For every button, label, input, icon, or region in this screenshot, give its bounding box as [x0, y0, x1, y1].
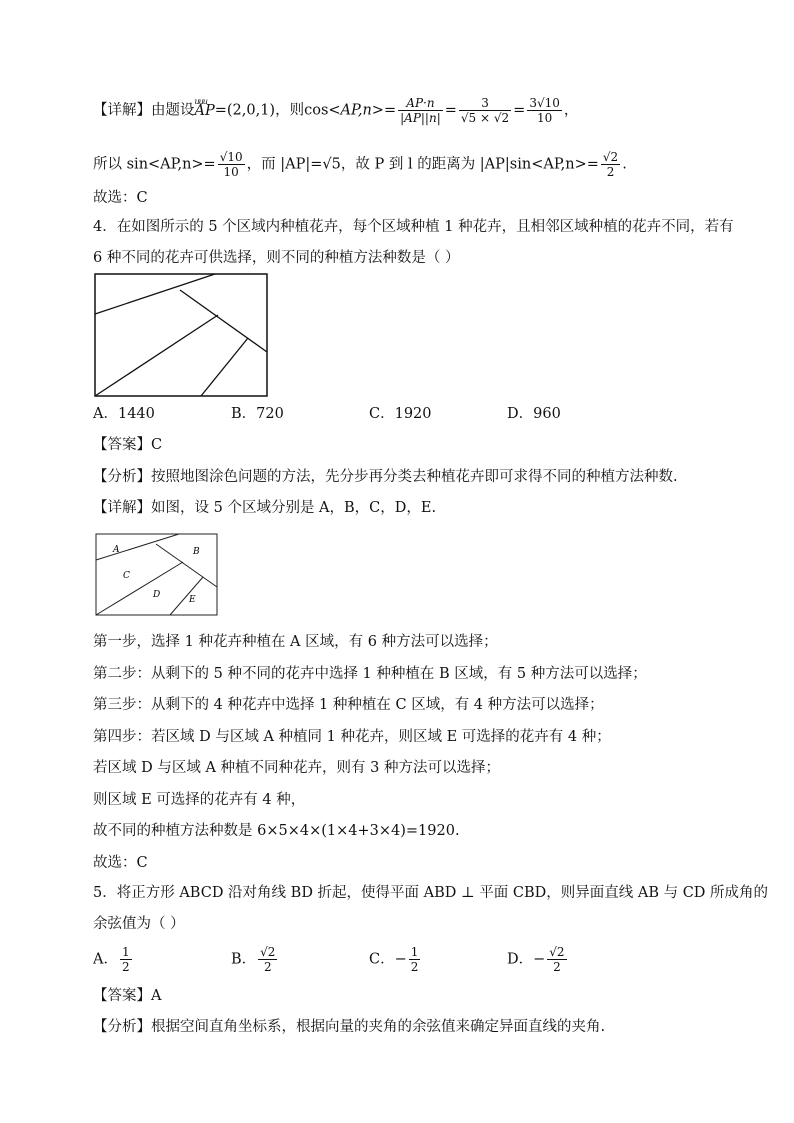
- q5-options: [93, 945, 569, 974]
- fraction-4: $\frac{√10}{10}$: [219, 150, 243, 179]
- option-a[interactable]: A．1440: [93, 406, 155, 422]
- option-b[interactable]: B． $\frac{√2}{2}$: [231, 945, 276, 974]
- vector-value: =(2,0,1)，则: [214, 102, 305, 119]
- region-b-label: B: [193, 547, 200, 557]
- q4-figure: [93, 272, 271, 400]
- q5-stem-2: 余弦值为（ ）: [93, 916, 185, 932]
- region-e-label: E: [189, 595, 196, 605]
- answer-value: C: [151, 437, 163, 453]
- comma: ，: [563, 102, 579, 119]
- fraction-2: $\frac{3}{√5 \times √2}$: [460, 96, 510, 125]
- q4-options: [93, 404, 561, 424]
- q4-answer: [93, 435, 162, 455]
- detail-tag: 【详解】: [93, 500, 151, 516]
- equals: =: [444, 102, 457, 119]
- conclusion-b: ，而 |AP|=√5，故 P 到 l 的距离为 |AP|sin<AP,n>=: [246, 156, 599, 173]
- period: .: [622, 156, 627, 173]
- step-1: 第一步，选择 1 种花卉种植在 A 区域，有 6 种方法可以选择；: [93, 634, 498, 650]
- answer-value: A: [151, 988, 162, 1004]
- fraction-5: $\frac{√2}{2}$: [602, 150, 619, 179]
- analysis-tag: 【分析】: [93, 1019, 151, 1035]
- q5-analysis: [93, 1017, 605, 1037]
- equals: =: [513, 102, 526, 119]
- q4-labeled-figure: [95, 533, 219, 617]
- fraction-1: $\frac{AP\cdot n}{|AP||n|}$: [400, 96, 441, 125]
- analysis-text: 根据空间直角坐标系，根据向量的夹角的余弦值来确定异面直线的夹角.: [151, 1019, 606, 1035]
- fraction-3: $\frac{3√10}{10}$: [529, 96, 560, 125]
- vector-ap: uuu AP: [195, 101, 215, 121]
- option-d[interactable]: D．960: [507, 406, 561, 422]
- q3-conclusion-line: [93, 150, 627, 179]
- region-c-label: C: [123, 571, 130, 581]
- detail-text: 如图，设 5 个区域分别是 A，B，C，D，E.: [151, 500, 437, 516]
- cos-label: cos<: [304, 102, 341, 119]
- step-6: 则区域 E 可选择的花卉有 4 种，: [93, 792, 306, 808]
- answer-tag: 【答案】: [93, 988, 151, 1004]
- step-7: 故不同的种植方法种数是 6×5×4×(1×4+3×4)=1920.: [93, 823, 460, 839]
- conclusion-a: 所以 sin<AP,n>=: [93, 156, 216, 173]
- cos-end: >=: [371, 102, 397, 119]
- q4-stem-2: 6 种不同的花卉可供选择，则不同的种植方法种数是（ ）: [93, 250, 460, 266]
- step-2: 第二步：从剩下的 5 种不同的花卉中选择 1 种种植在 B 区域，有 5 种方法可以选择；: [93, 666, 647, 682]
- region-a-label: A: [113, 545, 120, 555]
- analysis-tag: 【分析】: [93, 469, 151, 485]
- option-d[interactable]: D．− $\frac{√2}{2}$: [507, 945, 565, 974]
- q4-analysis: [93, 467, 678, 487]
- answer-tag: 【答案】: [93, 437, 151, 453]
- detail-text: 由题设: [151, 102, 195, 119]
- cos-args: AP,n: [340, 102, 372, 119]
- q3-choice: 故选：C: [93, 190, 148, 206]
- option-c[interactable]: C．1920: [369, 406, 432, 422]
- analysis-text: 按照地图涂色问题的方法，先分步再分类去种植花卉即可求得不同的种植方法种数.: [151, 469, 678, 485]
- q5-answer: [93, 986, 161, 1006]
- q5-stem-1: 5．将正方形 ABCD 沿对角线 BD 折起，使得平面 ABD ⊥ 平面 CBD，则异面直线 AB 与 CD 所成角的: [93, 885, 769, 901]
- q4-stem-1: 4．在如图所示的 5 个区域内种植花卉，每个区域种植 1 种花卉，且相邻区域种植的花卉不同，若有: [93, 219, 734, 235]
- option-c[interactable]: C．− $\frac{1}{2}$: [369, 945, 419, 974]
- step-4: 第四步：若区域 D 与区域 A 种植同 1 种花卉，则区域 E 可选择的花卉有 4 种；: [93, 729, 611, 745]
- option-b[interactable]: B．720: [231, 406, 284, 422]
- q4-choice: 故选：C: [93, 855, 148, 871]
- step-5: 若区域 D 与区域 A 种植不同种花卉，则有 3 种方法可以选择；: [93, 760, 500, 776]
- q4-detail: [93, 498, 436, 518]
- q3-detail-line: [93, 96, 578, 125]
- region-d-label: D: [153, 590, 161, 600]
- option-a[interactable]: A． $\frac{1}{2}$: [93, 945, 130, 974]
- detail-tag: 【详解】: [93, 102, 151, 119]
- step-3: 第三步：从剩下的 4 种花卉中选择 1 种种植在 C 区域，有 4 种方法可以选择；: [93, 697, 604, 713]
